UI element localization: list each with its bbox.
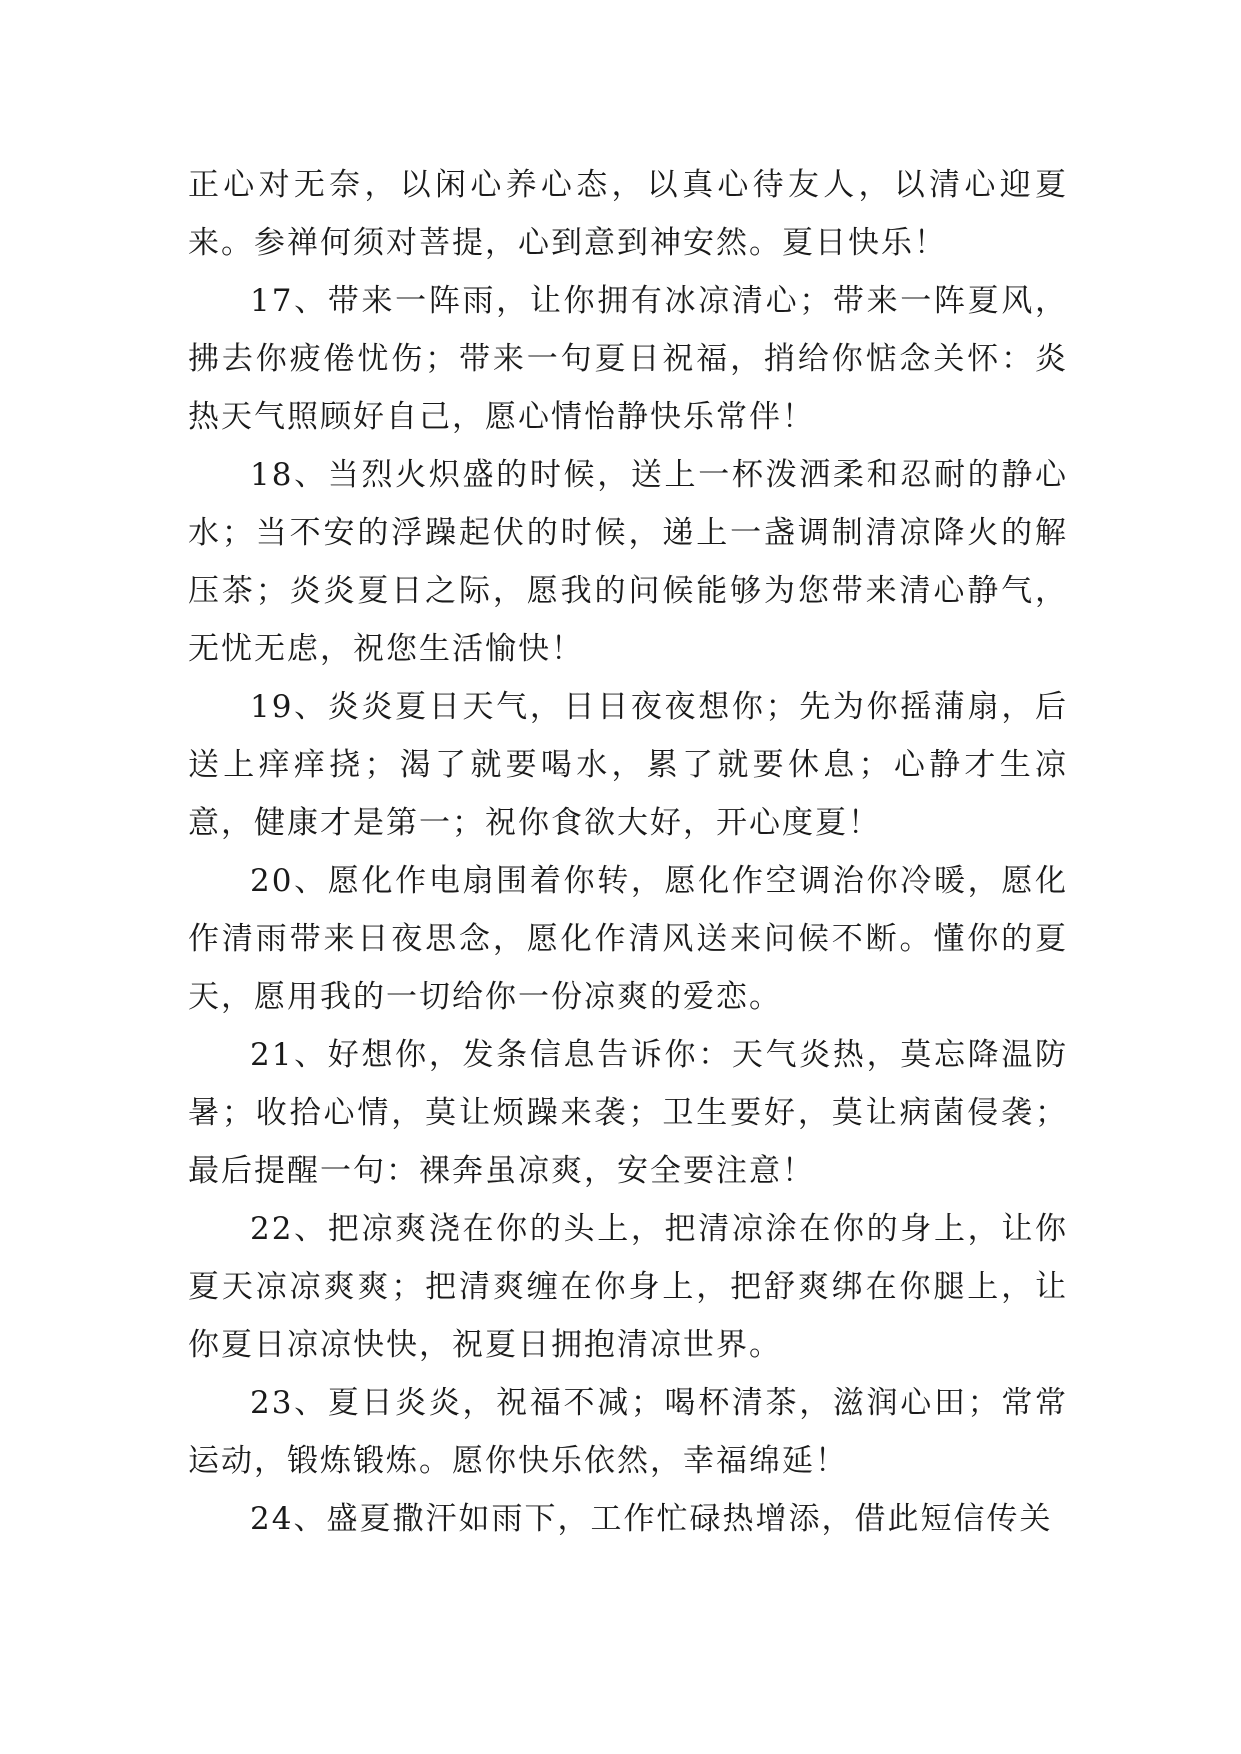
paragraph-22: 22、把凉爽浇在你的头上，把清凉涂在你的身上，让你夏天凉凉爽爽；把清爽缠在你身上，把舒爽绑在你腿上，让你夏日凉凉快快，祝夏日拥抱清凉世界。 — [188, 1211, 1068, 1363]
paragraph-20: 20、愿化作电扇围着你转，愿化作空调治你冷暖，愿化作清雨带来日夜思念，愿化作清风送来问候不断。懂你的夏天，愿用我的一切给你一份凉爽的爱恋。 — [188, 863, 1068, 1015]
paragraph-21: 21、好想你，发条信息告诉你：天气炎热，莫忘降温防暑；收拾心情，莫让烦躁来袭；卫生要好，莫让病菌侵袭；最后提醒一句：裸奔虽凉爽，安全要注意！ — [188, 1037, 1068, 1189]
document-body — [188, 156, 1068, 1548]
paragraph-24: 24、盛夏撒汗如雨下，工作忙碌热增添，借此短信传关 — [250, 1501, 1053, 1537]
paragraph-23: 23、夏日炎炎，祝福不减；喝杯清茶，滋润心田；常常运动，锻炼锻炼。愿你快乐依然，幸福绵延！ — [188, 1385, 1068, 1479]
paragraph-17: 17、带来一阵雨，让你拥有冰凉清心；带来一阵夏风，拂去你疲倦忧伤；带来一句夏日祝福，捎给你惦念关怀：炎热天气照顾好自己，愿心情怡静快乐常伴！ — [188, 283, 1068, 435]
paragraph-19: 19、炎炎夏日天气，日日夜夜想你；先为你摇蒲扇，后送上痒痒挠；渴了就要喝水，累了就要休息；心静才生凉意，健康才是第一；祝你食欲大好，开心度夏！ — [188, 689, 1068, 841]
paragraph-18: 18、当烈火炽盛的时候，送上一杯泼洒柔和忍耐的静心水；当不安的浮躁起伏的时候，递上一盏调制清凉降火的解压茶；炎炎夏日之际，愿我的问候能够为您带来清心静气，无忧无虑，祝您生活愉快！ — [188, 457, 1068, 667]
paragraph-continuation: 正心对无奈，以闲心养心态，以真心待友人，以清心迎夏来。参禅何须对菩提，心到意到神安然。夏日快乐！ — [188, 167, 1068, 261]
